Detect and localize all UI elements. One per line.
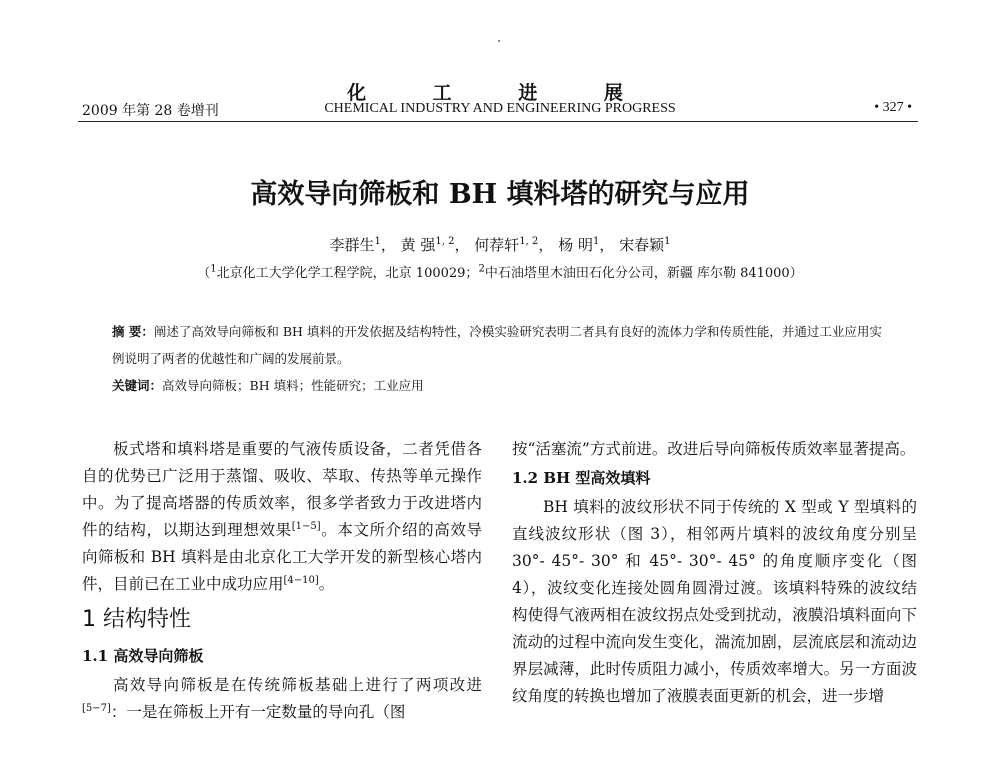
author-affil-mark: 1 <box>592 236 600 247</box>
keywords-text: 高效导向筛板；BH 填料；性能研究；工业应用 <box>162 378 424 393</box>
subsection-heading: 1.2 BH 型高效填料 <box>512 469 651 487</box>
scan-speck <box>498 40 500 42</box>
abstract-text: 阐述了高效导向筛板和 BH 填料的开发依据及结构特性，冷模实验研究表明二者具有良好的流体力学和传质性能，并通过工业应用实例说明了两者的优越性和广阔的发展前景。 <box>112 324 882 366</box>
author-name: 李群生 <box>329 236 375 254</box>
intro-text: 。 <box>318 575 335 593</box>
intro-paragraph <box>82 436 482 598</box>
paper-title: 高效导向筛板和 BH 填料塔的研究与应用 <box>250 179 750 210</box>
journal-name-cn: 化 工 进 展 <box>347 82 653 104</box>
continued-paragraph: 按“活塞流”方式前进。改进后导向筛板传质效率显著提高。 <box>512 440 916 458</box>
author-affil-mark: 1, 2 <box>519 236 539 247</box>
affiliation-1: 北京化工大学化学工程学院，北京 100029； <box>216 266 479 281</box>
subsection-heading: 1.1 高效导向筛板 <box>82 647 204 665</box>
author-name: 黄 强 <box>400 236 436 254</box>
author-name: 杨 明 <box>558 236 593 254</box>
body-paragraph <box>82 672 482 726</box>
affiliation-2: 中石油塔里木油田石化分公司，新疆 库尔勒 841000） <box>484 266 803 281</box>
body-paragraph: BH 填料的波纹形状不同于传统的 X 型或 Y 型填料的直线波纹形状（图 3），相邻两片填料的波纹角度分别呈 30°- 45°- 30° 和 45°- 30°- 45° 的角度顺序变化（图 4），波纹变化连接处圆角圆滑过渡。该填料特殊的波纹结构使得气液两相在波纹拐点处受到扰动，液膜沿填料面向下流动的过程中流向发生变化，湍流加剧，层流底层和流动边界层减薄，此时传质阻力减小，传质效率增大。另一方面波纹角度的转换也增加了液膜表面更新的机会，进一步增 <box>512 498 917 705</box>
section-heading: 1 结构特性 <box>82 607 191 632</box>
body-column-left <box>82 436 482 726</box>
affil-mark: 1 <box>210 263 217 275</box>
affil-open-paren: （ <box>197 266 211 281</box>
affiliations <box>0 262 1000 281</box>
citation: [1−5] <box>291 520 321 532</box>
journal-name-en: CHEMICAL INDUSTRY AND ENGINEERING PROGRESS <box>324 101 676 116</box>
author-name: 宋春颖 <box>619 236 665 254</box>
header-divider <box>78 121 918 122</box>
author-list: 李群生$^1$， 黄 强$^{1, 2}$， 何荐轩$^{1, 2}$， 杨 明$^1$， 宋春颖$^1$ <box>329 236 671 254</box>
intro-text: 。本文所介绍的高效导向筛板和 BH 填料是由北京化工大学开发的新型核心塔内件，目前已在工业中成功应用 <box>82 521 482 593</box>
author-name: 何荐轩 <box>474 236 520 254</box>
body-column-right <box>512 436 917 710</box>
keywords <box>112 372 892 399</box>
abstract <box>112 318 892 372</box>
citation: [5−7] <box>82 702 111 714</box>
author-affil-mark: 1 <box>374 236 381 247</box>
page-number: • 327 • <box>874 100 912 115</box>
intro-text: 板式塔和填料塔是重要的气液传质设备，二者凭借各自的优势已广泛用于蒸馏、吸收、萃取、传热等单元操作中。为了提高塔器的传质效率，很多学者致力于改进塔内件的结构，以期达到理想效果 <box>82 440 482 539</box>
abstract-label: 摘 要： <box>112 324 154 339</box>
paragraph-text: ：一是在筛板上开有一定数量的导向孔（图 <box>110 703 406 721</box>
keywords-label: 关键词： <box>112 378 163 393</box>
abstract-block <box>112 318 892 399</box>
citation: [4−10] <box>283 574 319 586</box>
issue-info: 2009 年第 28 卷增刊 <box>82 103 219 119</box>
author-affil-mark: 1 <box>664 236 671 247</box>
author-affil-mark: 1, 2 <box>435 236 455 247</box>
affil-mark: 2 <box>478 263 485 275</box>
paragraph-text: 高效导向筛板是在传统筛板基础上进行了两项改进 <box>113 676 482 694</box>
